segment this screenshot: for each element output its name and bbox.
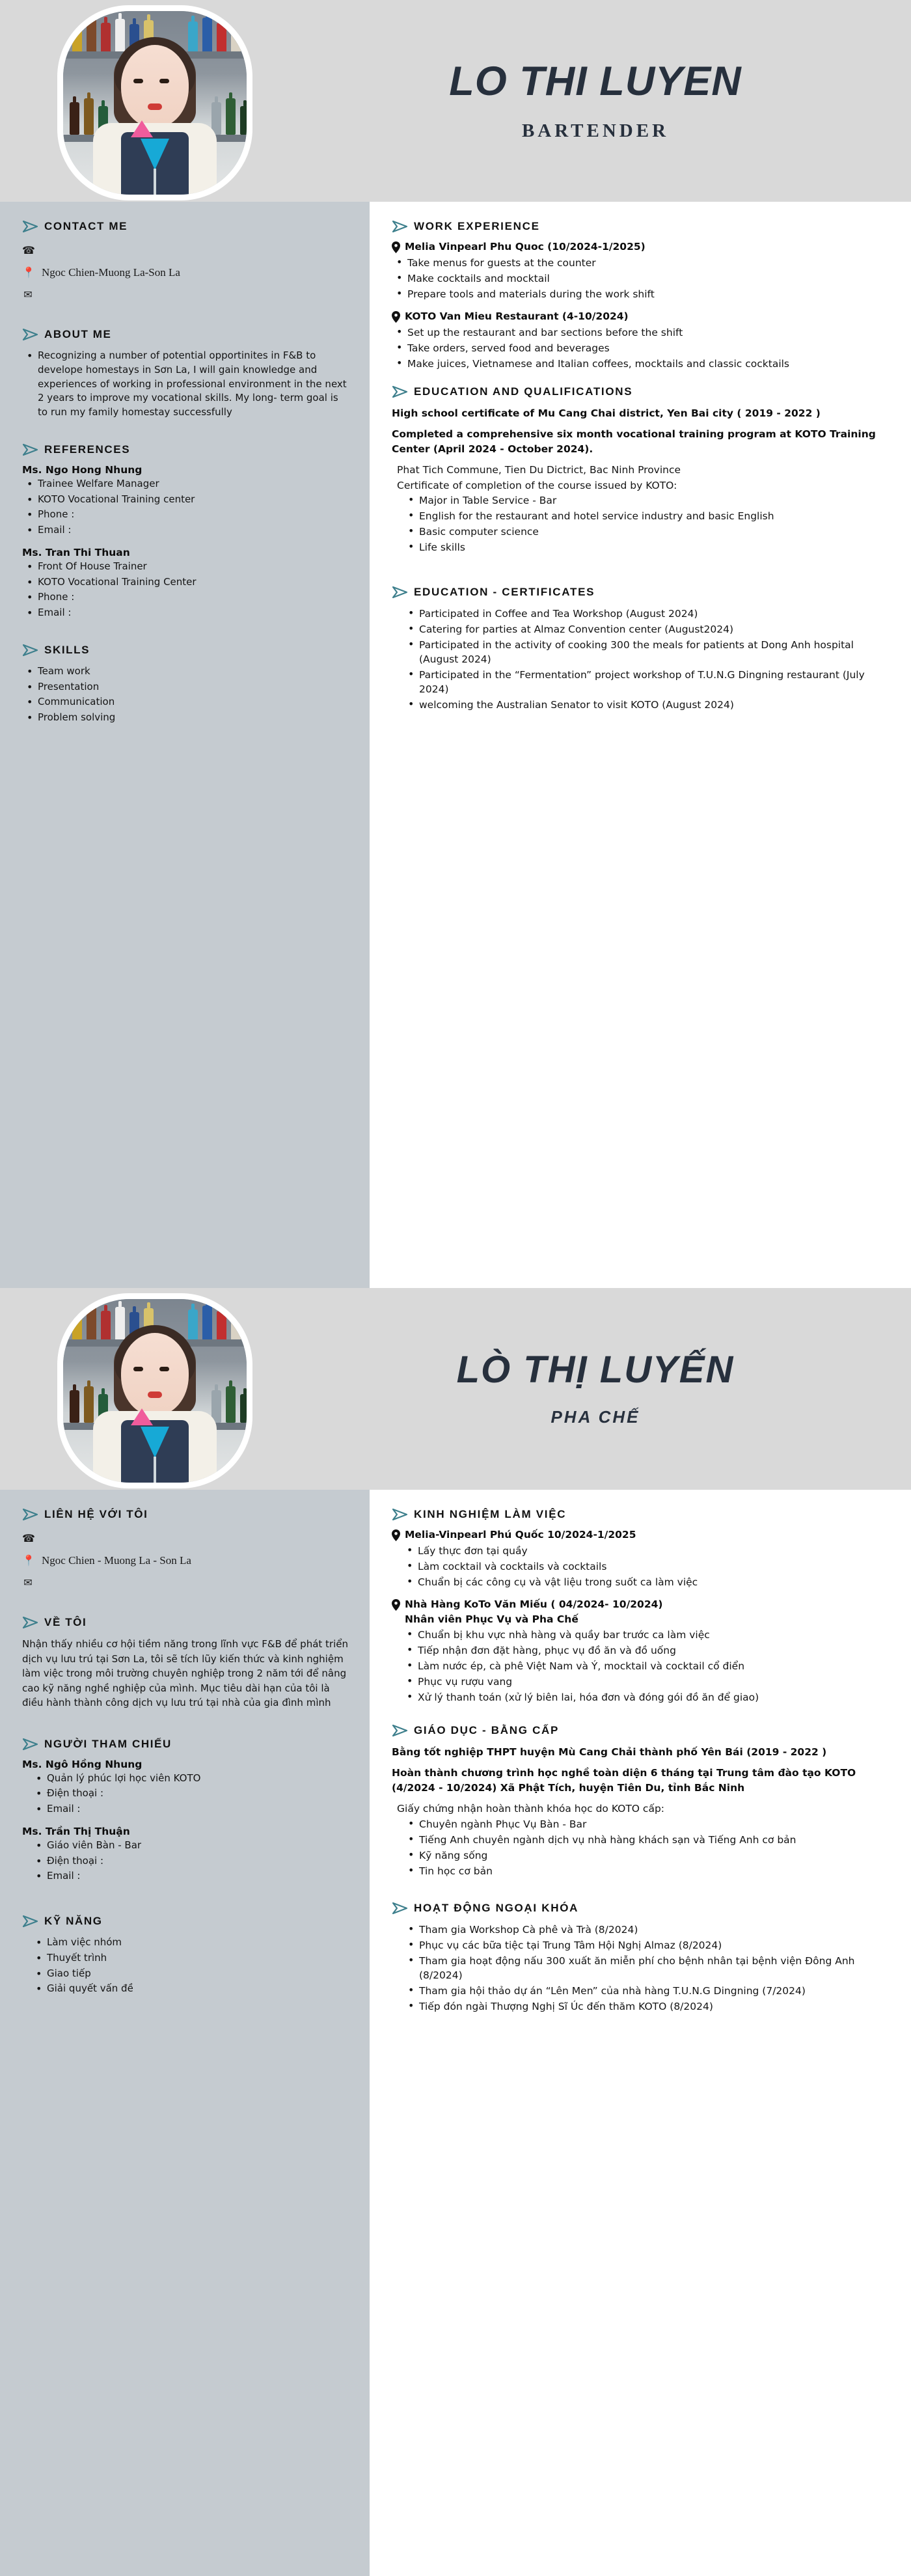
- education-note-1: Giấy chứng nhận hoàn thành khóa học do KOTO cấp:: [397, 1803, 665, 1815]
- section-heading: KỸ NĂNG: [44, 1915, 103, 1927]
- reference-name: Ms. Ngô Hồng Nhung: [22, 1758, 143, 1770]
- reference-entry: [22, 1759, 350, 1816]
- reference-entry: [22, 464, 350, 538]
- job-entry: [392, 1529, 891, 1589]
- arrow-bullet-icon: [22, 443, 39, 456]
- list-item: • welcoming the Australian Senator to visit KOTO (August 2024): [403, 698, 891, 712]
- section-heading: CONTACT ME: [44, 220, 128, 232]
- list-item: • Make juices, Vietnamese and Italian coffees, mocktails and classic cocktails: [392, 357, 891, 371]
- contact-address-row[interactable]: [22, 1551, 350, 1570]
- list-item: • Participated in the “Fermentation” project workshop of T.U.N.G Dingning restaurant (July 2024): [403, 668, 891, 696]
- job-entry: [392, 310, 891, 371]
- list-item: • KOTO Vocational Training center: [22, 493, 350, 507]
- arrow-bullet-icon: [392, 1508, 409, 1521]
- list-item: • Phone :: [22, 590, 350, 605]
- arrow-bullet-icon: [392, 1902, 409, 1915]
- page-title: LÒ THỊ LUYẾN: [456, 1349, 735, 1391]
- extracurricular-list: [392, 1923, 891, 2014]
- job-role-text: Nhân viên Phục Vụ và Pha Chế: [405, 1613, 578, 1625]
- list-item: • Prepare tools and materials during the work shift: [392, 287, 891, 301]
- sidebar: [0, 202, 370, 1288]
- list-item: • Làm cocktail và cocktails và cocktails: [402, 1559, 891, 1574]
- list-item: • Take menus for guests at the counter: [392, 256, 891, 270]
- arrow-bullet-icon: [392, 385, 409, 398]
- list-item: • Thuyết trình: [31, 1951, 350, 1966]
- certificates-list: [392, 607, 891, 712]
- arrow-bullet-icon: [22, 220, 39, 233]
- name-block: [280, 0, 911, 202]
- section-heading: EDUCATION AND QUALIFICATIONS: [414, 385, 633, 398]
- reference-name: Ms. Tran Thi Thuan: [22, 546, 130, 558]
- arrow-bullet-icon: [22, 1508, 39, 1521]
- job-duties: [392, 1628, 891, 1705]
- list-item: • Giao tiếp: [31, 1967, 350, 1981]
- education-line-2: Completed a comprehensive six month vocational training program at KOTO Training Center (April 2024 - October 2024).: [392, 428, 876, 455]
- job-entry: [392, 1598, 891, 1705]
- list-item: • Set up the restaurant and bar sections before the shift: [392, 325, 891, 340]
- section-work-experience: [392, 1508, 891, 1705]
- reference-name: Ms. Trần Thị Thuận: [22, 1825, 130, 1837]
- reference-details: [22, 477, 350, 538]
- section-skills: [22, 644, 350, 725]
- contact-email-row[interactable]: [22, 1573, 350, 1593]
- profile-photo-frame: [57, 5, 252, 200]
- list-item: • Major in Table Service - Bar: [403, 493, 891, 508]
- section-heading: REFERENCES: [44, 443, 131, 456]
- section-references: [22, 443, 350, 620]
- list-item: • Quản lý phúc lợi học viên KOTO: [31, 1772, 350, 1786]
- list-item: • Làm nước ép, cà phê Việt Nam và Ý, mocktail và cocktail cổ điển: [402, 1659, 891, 1673]
- list-item: • Basic computer science: [403, 525, 891, 539]
- list-item: • Tiếp đón ngài Thượng Nghị Sĩ Úc đến thăm KOTO (8/2024): [403, 1999, 891, 2014]
- list-item: • Trainee Welfare Manager: [22, 477, 350, 491]
- list-item: • Làm việc nhóm: [31, 1936, 350, 1950]
- location-pin-icon: [392, 1529, 400, 1541]
- contact-address-value: Ngoc Chien-Muong La-Son La: [42, 266, 180, 279]
- section-about: [22, 328, 350, 420]
- contact-email-row[interactable]: [22, 285, 350, 305]
- about-text: Nhận thấy nhiều cơ hội tiềm năng trong lĩnh vực F&B để phát triển dịch vụ lưu trú tại Sơn La, tôi sẽ tích lũy kiến thức và kinh nghiệm làm việc trong môi trường chuyên nghiệp trong 2 năm tới để nâng cao kỹ năng nghề nghiệp của mình. Mục tiêu dài hạn của tôi là điều hành thành công dịch vụ lưu trú tại nhà của gia đình mình: [22, 1638, 348, 1708]
- list-item: • English for the restaurant and hotel service industry and basic English: [403, 509, 891, 523]
- section-extracurricular: [392, 1902, 891, 2014]
- list-item: • Participated in the activity of cooking 300 the meals for patients at Dong Anh hospital (August 2024): [403, 638, 891, 666]
- job-title-text: Melia-Vinpearl Phú Quốc 10/2024-1/2025: [405, 1529, 636, 1541]
- contact-address-value: Ngoc Chien - Muong La - Son La: [42, 1554, 191, 1567]
- list-item: • Participated in Coffee and Tea Workshop (August 2024): [403, 607, 891, 621]
- section-about: [22, 1616, 350, 1710]
- list-item: • Email :: [22, 606, 350, 620]
- section-references: [22, 1738, 350, 1884]
- list-item: • Kỹ năng sống: [403, 1848, 891, 1863]
- section-education: [392, 1724, 891, 1878]
- education-note-1: Phat Tich Commune, Tien Du Dictrict, Bac Ninh Province: [397, 464, 681, 476]
- reference-name: Ms. Ngo Hong Nhung: [22, 463, 143, 476]
- page-header: [0, 1288, 911, 1490]
- list-item: • Chuyên ngành Phục Vụ Bàn - Bar: [403, 1817, 891, 1831]
- reference-details: [22, 560, 350, 620]
- sidebar: [0, 1490, 370, 2576]
- profile-photo-frame: [57, 1293, 252, 1488]
- section-work-experience: [392, 220, 891, 371]
- about-text: • Recognizing a number of potential opportinites in F&B to develope homestays in Sơn La, I will gain knowledge and experiences of working in professional environment in the next 2 years to improve my vocational skills. My long- term goal is to run my family homestay successfully: [22, 349, 350, 420]
- section-heading: EDUCATION - CERTIFICATES: [414, 585, 595, 598]
- list-item: • Giải quyết vấn đề: [31, 1982, 350, 1996]
- section-contact: [22, 1508, 350, 1593]
- section-heading: LIÊN HỆ VỚI TÔI: [44, 1508, 148, 1520]
- job-duties: [392, 256, 891, 301]
- list-item: • Phục vụ rượu vang: [402, 1675, 891, 1689]
- arrow-bullet-icon: [22, 1738, 39, 1751]
- list-item: • Tham gia hoạt động nấu 300 xuất ăn miễn phí cho bệnh nhân tại bệnh viện Đông Anh (8/2024): [403, 1954, 891, 1982]
- section-heading: WORK EXPERIENCE: [414, 220, 540, 232]
- list-item: • Take orders, served food and beverages: [392, 341, 891, 355]
- education-items: [392, 493, 891, 555]
- job-title: PHA CHẾ: [551, 1406, 640, 1427]
- list-item: • Life skills: [403, 540, 891, 555]
- education-line-1: High school certificate of Mu Cang Chai district, Yen Bai city ( 2019 - 2022 ): [392, 407, 821, 419]
- list-item: • Tiếng Anh chuyên ngành dịch vụ nhà hàng khách sạn và Tiếng Anh cơ bản: [403, 1833, 891, 1847]
- job-title-text: Melia Vinpearl Phu Quoc (10/2024-1/2025): [405, 241, 646, 253]
- list-item: • Problem solving: [22, 711, 350, 725]
- page-header: [0, 0, 911, 202]
- location-pin-icon: [392, 1599, 400, 1611]
- profile-photo: [63, 11, 247, 195]
- job-title: BARTENDER: [521, 120, 670, 141]
- location-pin-icon: [392, 311, 400, 323]
- education-line-1: Bằng tốt nghiệp THPT huyện Mù Cang Chải thành phố Yên Bái (2019 - 2022 ): [392, 1746, 827, 1758]
- main-content: [370, 1490, 911, 2576]
- contact-address-row[interactable]: [22, 263, 350, 282]
- location-pin-icon: 📍: [22, 267, 35, 279]
- list-item: • Make cocktails and mocktail: [392, 271, 891, 286]
- reference-entry: [22, 547, 350, 620]
- page-title: LO THI LUYEN: [449, 59, 742, 105]
- reference-details: [22, 1772, 350, 1816]
- list-item: • Tham gia hội thảo dự án “Lên Men” của nhà hàng T.U.N.G Dingning (7/2024): [403, 1984, 891, 1998]
- list-item: • Email :: [22, 523, 350, 538]
- arrow-bullet-icon: [22, 328, 39, 341]
- list-item: • Presentation: [22, 680, 350, 694]
- list-item: • Chuẩn bị khu vực nhà hàng và quầy bar trước ca làm việc: [402, 1628, 891, 1642]
- resume-page-vietnamese: [0, 1288, 911, 2576]
- arrow-bullet-icon: [22, 1915, 39, 1928]
- job-entry: [392, 241, 891, 301]
- phone-icon: ☎: [22, 1533, 35, 1544]
- reference-details: [22, 1839, 350, 1884]
- arrow-bullet-icon: [22, 1616, 39, 1629]
- list-item: • Điện thoại :: [31, 1854, 350, 1869]
- arrow-bullet-icon: [392, 1724, 409, 1737]
- list-item: • Front Of House Trainer: [22, 560, 350, 574]
- skills-list: [22, 665, 350, 725]
- section-heading: KINH NGHIỆM LÀM VIỆC: [414, 1508, 567, 1520]
- list-item: • Giáo viên Bàn - Bar: [31, 1839, 350, 1853]
- location-pin-icon: [392, 241, 400, 253]
- list-item: • Email :: [31, 1869, 350, 1884]
- section-heading: VỀ TÔI: [44, 1616, 87, 1628]
- job-title-text: Nhà Hàng KoTo Văn Miếu ( 04/2024- 10/2024): [405, 1598, 663, 1610]
- envelope-icon: ✉: [23, 290, 33, 301]
- list-item: • Điện thoại :: [31, 1787, 350, 1801]
- location-pin-icon: 📍: [22, 1555, 35, 1567]
- contact-phone-row[interactable]: [22, 1529, 350, 1548]
- job-duties: [392, 1544, 891, 1589]
- arrow-bullet-icon: [22, 644, 39, 657]
- arrow-bullet-icon: [392, 586, 409, 599]
- name-block: [280, 1288, 911, 1490]
- section-heading: ABOUT ME: [44, 328, 112, 340]
- phone-icon: ☎: [22, 245, 35, 256]
- list-item: • Communication: [22, 695, 350, 709]
- section-contact: [22, 220, 350, 305]
- list-item: • Team work: [22, 665, 350, 679]
- section-skills: [22, 1915, 350, 1996]
- section-certificates: [392, 586, 891, 712]
- job-duties: [392, 325, 891, 371]
- skills-list: [22, 1936, 350, 1996]
- main-content: [370, 202, 911, 1288]
- section-education: [392, 385, 891, 555]
- about-list: [22, 349, 350, 420]
- list-item: • Xử lý thanh toán (xử lý biên lai, hóa đơn và đóng gói đồ ăn để giao): [402, 1690, 891, 1705]
- section-heading: SKILLS: [44, 643, 90, 656]
- contact-phone-row[interactable]: [22, 241, 350, 260]
- list-item: • Lấy thực đơn tại quầy: [402, 1544, 891, 1558]
- list-item: • Chuẩn bị các công cụ và vật liệu trong suốt ca làm việc: [402, 1575, 891, 1589]
- list-item: • Tiếp nhận đơn đặt hàng, phục vụ đồ ăn và đồ uống: [402, 1643, 891, 1658]
- profile-photo: [63, 1299, 247, 1483]
- education-note-2: Certificate of completion of the course issued by KOTO:: [397, 479, 677, 491]
- education-items: [392, 1817, 891, 1878]
- list-item: • Email :: [31, 1802, 350, 1816]
- education-line-2: Hoàn thành chương trình học nghề toàn diện 6 tháng tại Trung tâm đào tạo KOTO (4/2024 - 10/2024) Xã Phật Tích, huyện Tiên Du, tỉnh Bắc Ninh: [392, 1767, 856, 1794]
- list-item: • KOTO Vocational Training Center: [22, 575, 350, 590]
- list-item: • Phone :: [22, 508, 350, 522]
- reference-entry: [22, 1826, 350, 1884]
- list-item: • Catering for parties at Almaz Convention center (August2024): [403, 622, 891, 637]
- arrow-bullet-icon: [392, 220, 409, 233]
- list-item: • Phục vụ các bữa tiệc tại Trung Tâm Hội Nghị Almaz (8/2024): [403, 1938, 891, 1953]
- section-heading: HOẠT ĐỘNG NGOẠI KHÓA: [414, 1901, 579, 1914]
- list-item: • Tin học cơ bản: [403, 1864, 891, 1878]
- list-item: • Tham gia Workshop Cà phê và Trà (8/2024): [403, 1923, 891, 1937]
- section-heading: NGƯỜI THAM CHIẾU: [44, 1737, 172, 1750]
- section-heading: GIÁO DỤC - BẰNG CẤP: [414, 1724, 560, 1736]
- envelope-icon: ✉: [23, 1578, 33, 1589]
- job-title-text: KOTO Van Mieu Restaurant (4-10/2024): [405, 310, 629, 322]
